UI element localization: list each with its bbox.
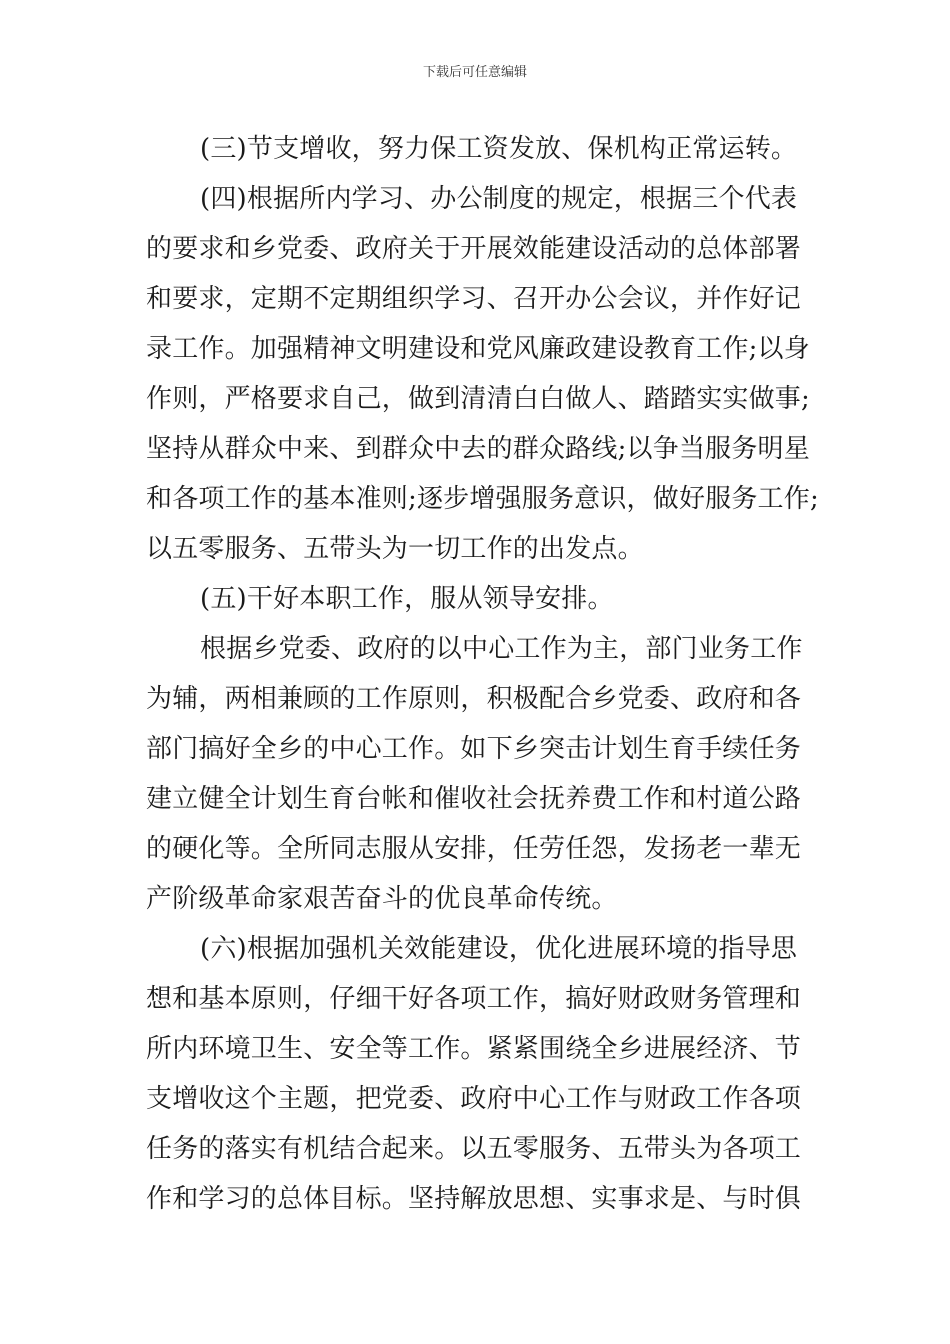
text-line: 的要求和乡党委、政府关于开展效能建设活动的总体部署 (146, 234, 802, 264)
text-line: 任务的落实有机结合起来。以五零服务、五带头为各项工 (146, 1134, 802, 1164)
text-line: 为辅，两相兼顾的工作原则，积极配合乡党委、政府和各 (146, 684, 802, 714)
text-line: 根据乡党委、政府的以中心工作为主，部门业务工作 (200, 634, 803, 664)
text-line: 产阶级革命家艰苦奋斗的优良革命传统。 (146, 884, 618, 914)
text-line: 录工作。加强精神文明建设和党风廉政建设教育工作;以身 (146, 334, 810, 364)
text-line: 所内环境卫生、安全等工作。紧紧围绕全乡进展经济、节 (146, 1034, 802, 1064)
paragraph-four (146, 174, 826, 574)
text-line: 部门搞好全乡的中心工作。如下乡突击计划生育手续任务 (146, 734, 802, 764)
text-line: (三)节支增收，努力保工资发放、保机构正常运转。 (200, 134, 798, 164)
text-line: 作则，严格要求自己，做到清清白白做人、踏踏实实做事; (146, 384, 810, 414)
text-line: 建立健全计划生育台帐和催收社会抚养费工作和村道公路 (146, 784, 802, 814)
paragraph-six (146, 924, 826, 1224)
text-line: 坚持从群众中来、到群众中去的群众路线;以争当服务明星 (146, 434, 810, 464)
paragraph-central-work (146, 624, 826, 924)
text-line: (六)根据加强机关效能建设，优化进展环境的指导思 (200, 934, 798, 964)
paragraph-three (146, 124, 826, 174)
paragraph-five (146, 574, 826, 624)
text-line: 的硬化等。全所同志服从安排，任劳任怨，发扬老一辈无 (146, 834, 802, 864)
text-line: 以五零服务、五带头为一切工作的出发点。 (146, 534, 644, 564)
text-line: 作和学习的总体目标。坚持解放思想、实事求是、与时俱 (146, 1184, 802, 1214)
text-line: 和各项工作的基本准则;逐步增强服务意识，做好服务工作; (146, 484, 819, 514)
text-line: (五)干好本职工作，服从领导安排。 (200, 584, 614, 614)
text-line: 想和基本原则，仔细干好各项工作，搞好财政财务管理和 (146, 984, 802, 1014)
document-body (146, 124, 826, 1224)
text-line: 和要求，定期不定期组织学习、召开办公会议，并作好记 (146, 284, 802, 314)
page-header: 下载后可任意编辑 (422, 65, 527, 80)
text-line: (四)根据所内学习、办公制度的规定，根据三个代表 (200, 184, 798, 214)
text-line: 支增收这个主题，把党委、政府中心工作与财政工作各项 (146, 1084, 802, 1114)
